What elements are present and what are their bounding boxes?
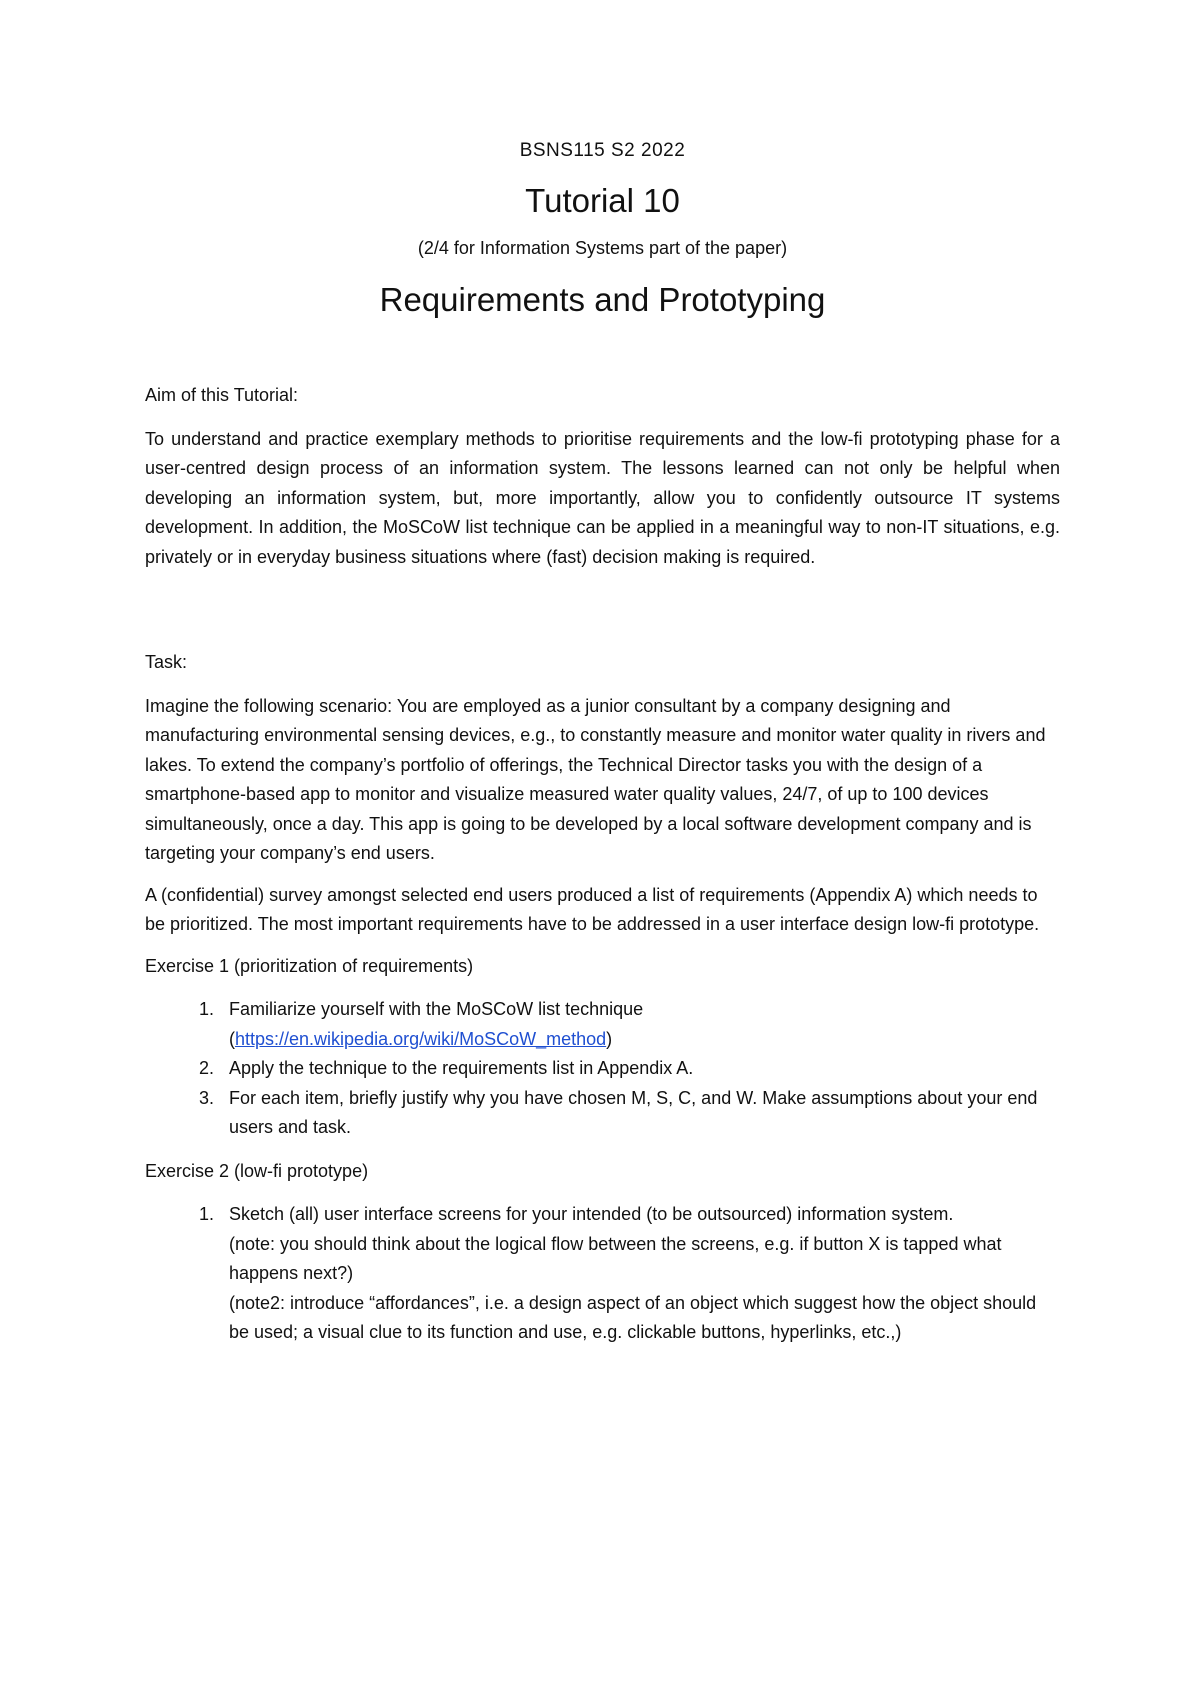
exercise1-list bbox=[145, 995, 1060, 1143]
exercise2-note2: (note2: introduce “affordances”, i.e. a design aspect of an object which suggest how the object should be used; a visual clue to its function and use, e.g. clickable buttons, hyperlinks, etc.,) bbox=[229, 1292, 1037, 1342]
exercise1-item1-text: Familiarize yourself with the MoSCoW list technique bbox=[229, 999, 644, 1019]
exercise1-item2-text: Apply the technique to the requirements list in Appendix A. bbox=[229, 1058, 694, 1078]
link-close-paren: ) bbox=[606, 1028, 613, 1049]
list-item bbox=[219, 1054, 1060, 1084]
link-open-paren: ( bbox=[229, 1028, 235, 1049]
aim-label: Aim of this Tutorial: bbox=[145, 385, 299, 405]
tutorial-title: Tutorial 10 bbox=[525, 182, 680, 219]
list-item bbox=[219, 1084, 1060, 1143]
main-title: Requirements and Prototyping bbox=[379, 281, 826, 318]
document-content bbox=[145, 140, 1060, 1362]
list-item bbox=[219, 995, 1060, 1054]
exercise1-item3-text: For each item, briefly justify why you have chosen M, S, C, and W. Make assumptions about your end users and task. bbox=[229, 1087, 1038, 1137]
survey-paragraph: A (confidential) survey amongst selected end users produced a list of requirements (Appendix A) which needs to be prioritized. The most important requirements have to be addressed in a user interface design low-fi prototype. bbox=[145, 884, 1040, 934]
exercise1-heading: Exercise 1 (prioritization of requirements) bbox=[145, 955, 474, 976]
exercise2-heading: Exercise 2 (low-fi prototype) bbox=[145, 1160, 369, 1181]
exercise2-list bbox=[145, 1200, 1060, 1348]
aim-paragraph: To understand and practice exemplary methods to prioritise requirements and the low-fi prototyping phase for a user-centred design process of an information system. The lessons learned can not only be helpful when developing an information system, but, more importantly, allow you to confidently outsource IT systems development. In addition, the MoSCoW list technique can be applied in a meaningful way to non-IT situations, e.g. privately or in everyday business situations where (fast) decision making is required. bbox=[145, 428, 1060, 567]
list-item bbox=[219, 1200, 1060, 1348]
exercise2-note1: (note: you should think about the logical flow between the screens, e.g. if button X is tapped what happens next?) bbox=[229, 1233, 1002, 1283]
scenario-paragraph: Imagine the following scenario: You are employed as a junior consultant by a company designing and manufacturing environmental sensing devices, e.g., to constantly measure and monitor water quality in rivers and lakes. To extend the company’s portfolio of offerings, the Technical Director tasks you with the design of a smartphone-based app to monitor and visualize measured water quality values, 24/7, of up to 100 devices simultaneously, once a day. This app is going to be developed by a local software development company and is targeting your company’s end users. bbox=[145, 695, 1046, 863]
task-label: Task: bbox=[145, 652, 188, 672]
tutorial-subtitle: (2/4 for Information Systems part of the paper) bbox=[417, 238, 788, 258]
course-code: BSNS115 S2 2022 bbox=[519, 140, 686, 161]
moscow-wikipedia-link[interactable]: https://en.wikipedia.org/wiki/MoSCoW_method bbox=[235, 1028, 607, 1049]
exercise2-item1-text: 1. Sketch (all) user interface screens for your intended (to be outsourced) information system. bbox=[229, 1204, 954, 1224]
